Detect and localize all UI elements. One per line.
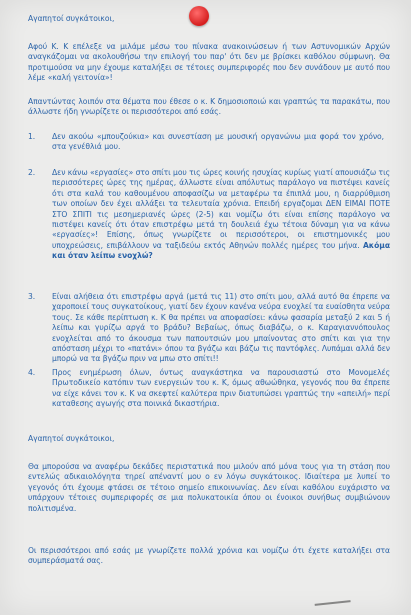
answer-paragraph: Απαντώντας λοιπόν στα θέματα που έθεσε ο κ. Κ δημοσιοποιώ και γραπτώς τα παρακάτω, που άλλωστε ήδη γνωρίζετε οι περισσότεροι από εσάς. (28, 97, 390, 117)
closing-paragraph: Θα μπορούσα να αναφέρω δεκάδες περιστατικά που μιλούν από μόνα τους για τη στάση που εντελώς αδικαιολόγητα τηρεί απέναντί μου ο εν λόγω συγκάτοικος. Ιδιαίτερα με λυπεί το γεγονός ότι έχουμε φτάσει σε τέτοιο σημείο επικοινωνίας. Δεν είναι καθόλου ευχάριστο να υπάρχουν τέτοιες συμπεριφορές σε μια πολυκατοικία όπου οι ένοικοι συνήθως συμβιώνουν πολιτισμένα. (28, 462, 390, 513)
greeting: Αγαπητοί συγκάτοικοι, (28, 14, 115, 23)
item-2-number: 2. (28, 168, 36, 177)
item-4-number: 4. (28, 368, 36, 377)
item-3-text: Είναι αλήθεια ότι επιστρέφω αργά (μετά τις 11) στο σπίτι μου, αλλά αυτό θα έπρεπε να χαροποιεί τους συγκατοίκους, γιατί δεν έχουν κανένα νεύρα ενοχλεί τα ευαίσθητα νεύρα τους. Σε κάθε περίπτωση κ. Κ θα πρέπει να αποφασίσει: κάνω φασαρία μεταξύ 2 και 5 ή λείπω και γυρίζω αργά το βράδυ? Βεβαίως, όπως διαβάζω, ο κ. Καραγιαννόπουλος ενοχλείται από το άκουσμα των παπουτσιών μου μπαίνοντας στο σπίτι και για την απόσταση μέχρι το «πατάνι» όπου τα βγάζω και βάζω τις παντόφλες. Λυπάμαι αλλά δεν μπορώ να τα βγάζω πριν να μπω στο σπίτι!! (52, 292, 390, 364)
intro-paragraph: Αφού Κ. Κ επέλεξε να μιλάμε μέσω του πίνακα ανακοινώσεων ή των Αστυνομικών Αρχών αναγκάζομαι να ακολουθήσω την επιλογή του παρ' ότι δεν με βρίσκει καθόλου σύμφωνη. Θα προτιμούσα να μην έχουμε καταλήξει σε τέτοιες συμπεριφορές που δεν συνάδουν με αυτό που λέμε «καλή γειτονία»! (28, 42, 390, 83)
item-3-number: 3. (28, 292, 36, 301)
item-4-text: Προς ενημέρωση όλων, όντως αναγκάστηκα να παρουσιαστώ στο Μονομελές Πρωτοδικείο κατόπιν των ενεργειών του κ. Κ, όμως αθωώθηκα, γεγονός που θα έπρεπε να είχε κάνει τον κ. Κ να σκεφτεί καλύτερα πριν διατυπώσει γραπτώς την «απειλή» περί καταθεσης αγωγής στα ποινικά δικαστήρια. (52, 368, 390, 409)
second-greeting: Αγαπητοί συγκάτοικοι, (28, 434, 115, 443)
item-2-body: Δεν κάνω «εργασίες» στο σπίτι μου τις ώρες κοινής ησυχίας κυρίως γιατί απουσιάζω τις περισσότερες ώρες της ημέρας, άλλωστε είναι απόλυτως παράλογο να πιστέψει κανείς ότι στα καλά του καθουμένου αποφασίζω να μεταφέρω τα έπιπλά μου, η διαρρύθμιση των οποίων δεν έχει αλλάξει τα τελευταία χρόνια. Επειδή εργαζομαι ΔΕΝ ΕΙΜΑΙ ΠΟΤΕ ΣΤΟ ΣΠΙΤΙ τις μεσημεριανές ώρες (2-5) και νομίζω ότι είναι επίσης παράλογο να πιστέψει κανείς ότι όταν επιστρέφω μετά τη δουλειά έχω τέτοια δύναμη για να κάνω «εργασίες»! Επίσης, όπως γνωρίζετε οι περισσότεροι, οι επιστημονικές μου υποχρεώσεις, επιβάλλουν να ταξιδεύω εκτός Αθηνών πολλές ημέρες του μήνα. (52, 168, 390, 250)
item-1-text: Δεν ακούω «μπουζούκια» και συνεστίαση με μουσική οργανώνω μια φορά τον χρόνο, στα γενέθλιά μου. (52, 132, 384, 152)
item-2-text (52, 168, 390, 262)
item-1-number: 1. (28, 132, 36, 141)
final-paragraph: Οι περισσότεροι από εσάς με γνωρίζετε πολλά χρόνια και νομίζω ότι έχετε καταλήξει στα συμπεράσματά σας. (28, 546, 390, 566)
item-2-emphasis: Ακόμα και όταν λείπω ενοχλώ? (52, 240, 390, 261)
